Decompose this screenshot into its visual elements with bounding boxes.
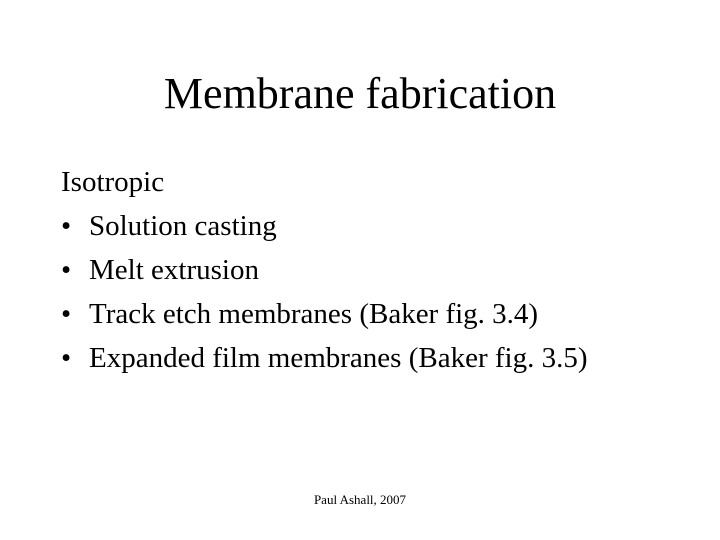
bullet-icon: • <box>61 342 72 374</box>
bullet-icon: • <box>61 210 72 242</box>
bullet-text: Melt extrusion <box>89 254 259 286</box>
bullet-item-solution-casting <box>61 204 587 248</box>
section-heading: Isotropic <box>61 166 165 198</box>
bullet-text: Expanded film membranes (Baker fig. 3.5) <box>89 342 588 374</box>
bullet-icon: • <box>61 298 72 330</box>
bullet-list <box>61 204 587 380</box>
bullet-item-melt-extrusion <box>61 248 587 292</box>
slide-footer: Paul Ashall, 2007 <box>313 492 407 507</box>
bullet-item-expanded-film <box>61 336 587 380</box>
slide-title: Membrane fabrication <box>163 69 557 118</box>
bullet-text: Track etch membranes (Baker fig. 3.4) <box>89 298 539 330</box>
bullet-text: Solution casting <box>89 210 277 242</box>
bullet-item-track-etch <box>61 292 587 336</box>
bullet-icon: • <box>61 254 72 286</box>
slide-body <box>61 160 587 380</box>
